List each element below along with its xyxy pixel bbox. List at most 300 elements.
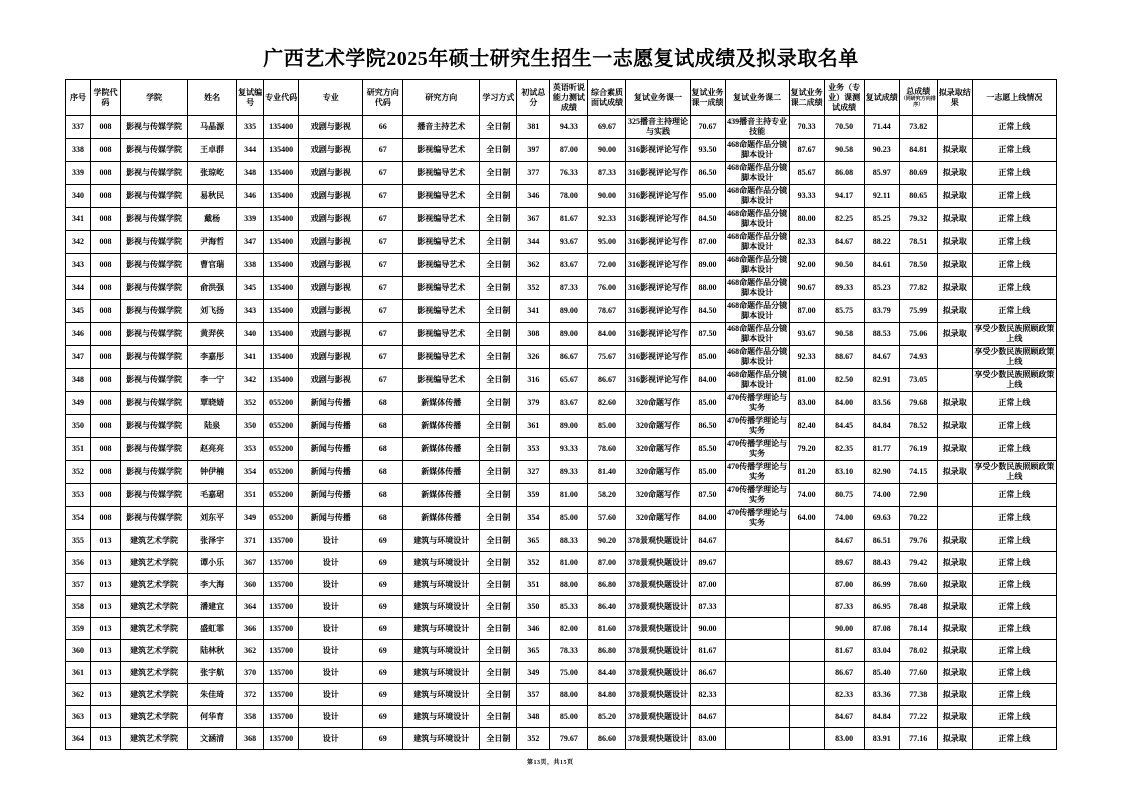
table-cell: 毛嘉珺 (188, 484, 237, 507)
table-row (66, 392, 1057, 415)
table-cell: 新闻与传播 (299, 392, 363, 415)
table-cell: 351 (237, 484, 264, 507)
table-cell: 新媒体传播 (403, 438, 480, 461)
table-cell: 74.00 (789, 484, 824, 507)
table-cell: 马晶源 (188, 116, 237, 139)
table-cell: 全日制 (480, 415, 517, 438)
table-cell: 008 (91, 208, 121, 231)
table-cell: 刘东平 (188, 507, 237, 530)
table-cell: 326 (517, 346, 550, 369)
table-cell: 055200 (264, 415, 299, 438)
table-cell: 戏剧与影视 (299, 116, 363, 139)
table-cell: 新闻与传播 (299, 438, 363, 461)
table-cell: 78.67 (588, 300, 626, 323)
table-cell: 350 (517, 596, 550, 618)
table-cell: 470传播学理论与实务 (725, 415, 789, 438)
table-cell: 建筑艺术学院 (121, 574, 188, 596)
table-cell: 戏剧与影视 (299, 346, 363, 369)
table-cell: 81.77 (864, 438, 899, 461)
table-cell: 82.40 (789, 415, 824, 438)
table-cell: 90.00 (824, 618, 864, 640)
table-cell: 俞洪强 (188, 277, 237, 300)
table-cell: 73.05 (899, 369, 937, 392)
table-cell: 正常上线 (972, 484, 1056, 507)
table-cell: 135400 (264, 162, 299, 185)
table-cell (725, 706, 789, 728)
table-cell: 468命题作品分镜脚本设计 (725, 300, 789, 323)
table-row (66, 507, 1057, 530)
table-cell: 建筑艺术学院 (121, 530, 188, 552)
table-cell: 全日制 (480, 438, 517, 461)
table-cell: 88.43 (864, 552, 899, 574)
table-cell: 69 (363, 618, 403, 640)
table-cell: 82.33 (824, 684, 864, 706)
table-cell: 468命题作品分镜脚本设计 (725, 185, 789, 208)
table-cell: 353 (237, 438, 264, 461)
table-cell: 94.17 (824, 185, 864, 208)
table-cell: 谭小乐 (188, 552, 237, 574)
table-cell: 359 (517, 484, 550, 507)
table-cell: 85.00 (550, 507, 588, 530)
column-header: 研究方向 (403, 80, 480, 116)
table-cell: 影视与传媒学院 (121, 392, 188, 415)
table-cell: 135700 (264, 552, 299, 574)
table-cell: 90.58 (824, 323, 864, 346)
table-cell: 82.35 (824, 438, 864, 461)
table-cell (789, 618, 824, 640)
table-cell: 340 (237, 323, 264, 346)
table-cell: 84.00 (690, 369, 725, 392)
table-cell: 正常上线 (972, 277, 1056, 300)
table-cell: 350 (237, 415, 264, 438)
table-cell: 67 (363, 185, 403, 208)
table-cell: 影视与传媒学院 (121, 438, 188, 461)
table-cell: 316影视评论写作 (626, 185, 690, 208)
table-cell: 全日制 (480, 618, 517, 640)
table-cell: 影视与传媒学院 (121, 116, 188, 139)
table-cell (789, 552, 824, 574)
table-cell: 397 (517, 139, 550, 162)
table-cell: 470传播学理论与实务 (725, 392, 789, 415)
table-cell: 77.60 (899, 662, 937, 684)
table-cell: 351 (517, 574, 550, 596)
table-cell: 钟伊楠 (188, 461, 237, 484)
table-cell: 83.04 (864, 640, 899, 662)
table-cell: 135700 (264, 662, 299, 684)
table-cell: 86.99 (864, 574, 899, 596)
column-header: 序号 (66, 80, 91, 116)
table-cell: 建筑艺术学院 (121, 618, 188, 640)
column-header-subtext: （同研究方向排序） (900, 97, 936, 108)
table-cell: 拟录取 (937, 277, 972, 300)
table-cell: 78.50 (899, 254, 937, 277)
table-header (66, 80, 1057, 116)
table-cell: 366 (237, 618, 264, 640)
column-header: 学习方式 (480, 80, 517, 116)
table-cell: 013 (91, 706, 121, 728)
table-cell: 008 (91, 300, 121, 323)
table-cell: 68 (363, 415, 403, 438)
table-row (66, 552, 1057, 574)
table-cell: 75.06 (899, 323, 937, 346)
table-row (66, 208, 1057, 231)
table-cell: 影视与传媒学院 (121, 231, 188, 254)
table-cell (789, 684, 824, 706)
table-cell: 361 (517, 415, 550, 438)
table-cell: 78.52 (899, 415, 937, 438)
table-cell: 黄羿侠 (188, 323, 237, 346)
table-cell: 316影视评论写作 (626, 300, 690, 323)
table-cell: 86.95 (864, 596, 899, 618)
table-cell: 008 (91, 277, 121, 300)
table-cell: 365 (517, 640, 550, 662)
table-cell: 全日制 (480, 254, 517, 277)
table-cell: 364 (237, 596, 264, 618)
table-row (66, 162, 1057, 185)
table-cell: 87.33 (588, 162, 626, 185)
column-header: 复试成绩 (864, 80, 899, 116)
table-cell: 67 (363, 139, 403, 162)
table-row (66, 277, 1057, 300)
table-cell: 84.00 (690, 507, 725, 530)
table-cell (725, 662, 789, 684)
table-cell: 75.00 (550, 662, 588, 684)
table-cell: 86.67 (550, 346, 588, 369)
table-cell: 357 (66, 574, 91, 596)
table-cell: 67 (363, 208, 403, 231)
table-cell: 戏剧与影视 (299, 208, 363, 231)
table-cell: 90.00 (588, 185, 626, 208)
table-cell: 66 (363, 116, 403, 139)
table-cell: 468命题作品分镜脚本设计 (725, 369, 789, 392)
table-cell: 353 (517, 438, 550, 461)
table-cell: 135400 (264, 208, 299, 231)
table-cell: 58.20 (588, 484, 626, 507)
column-header: 复试业务课二成绩 (789, 80, 824, 116)
table-cell: 346 (517, 618, 550, 640)
table-cell: 设计 (299, 662, 363, 684)
table-cell: 78.48 (899, 596, 937, 618)
table-cell: 135400 (264, 369, 299, 392)
table-cell: 文涵清 (188, 728, 237, 750)
table-cell: 84.00 (824, 392, 864, 415)
table-cell: 建筑与环境设计 (403, 552, 480, 574)
table-cell: 81.67 (824, 640, 864, 662)
table-cell: 316影视评论写作 (626, 369, 690, 392)
table-body (66, 116, 1057, 750)
table-cell: 008 (91, 484, 121, 507)
table-cell: 358 (66, 596, 91, 618)
table-cell: 刘飞扬 (188, 300, 237, 323)
table-row (66, 323, 1057, 346)
table-cell: 拟录取 (937, 574, 972, 596)
table-cell: 84.84 (864, 706, 899, 728)
table-cell: 曹官瑞 (188, 254, 237, 277)
table-cell: 正常上线 (972, 116, 1056, 139)
table-cell: 86.67 (690, 662, 725, 684)
table-cell: 拟录取 (937, 254, 972, 277)
table-cell: 影视与传媒学院 (121, 277, 188, 300)
table-cell: 83.00 (690, 728, 725, 750)
table-cell: 308 (517, 323, 550, 346)
table-cell: 全日制 (480, 231, 517, 254)
table-cell: 全日制 (480, 530, 517, 552)
table-cell: 正常上线 (972, 706, 1056, 728)
table-cell: 378景观快题设计 (626, 596, 690, 618)
table-cell: 正常上线 (972, 415, 1056, 438)
table-cell: 全日制 (480, 706, 517, 728)
table-cell: 建筑艺术学院 (121, 662, 188, 684)
results-table (65, 79, 1057, 750)
table-row (66, 461, 1057, 484)
table-row (66, 438, 1057, 461)
table-cell: 93.67 (550, 231, 588, 254)
table-row (66, 185, 1057, 208)
table-cell: 65.67 (550, 369, 588, 392)
table-cell: 建筑与环境设计 (403, 662, 480, 684)
table-cell: 74.15 (899, 461, 937, 484)
table-cell: 352 (66, 461, 91, 484)
table-cell: 85.00 (690, 346, 725, 369)
table-cell: 135400 (264, 116, 299, 139)
table-cell: 84.67 (690, 530, 725, 552)
table-cell: 79.67 (550, 728, 588, 750)
table-cell: 94.33 (550, 116, 588, 139)
table-cell: 84.67 (824, 706, 864, 728)
table-cell: 建筑艺术学院 (121, 640, 188, 662)
column-header: 学院代码 (91, 80, 121, 116)
table-cell: 李嘉彤 (188, 346, 237, 369)
table-cell: 新闻与传播 (299, 415, 363, 438)
table-cell: 346 (237, 185, 264, 208)
table-cell: 439播音主持专业技能 (725, 116, 789, 139)
table-cell: 055200 (264, 461, 299, 484)
table-cell: 全日制 (480, 139, 517, 162)
table-cell: 正常上线 (972, 640, 1056, 662)
table-cell: 87.00 (588, 552, 626, 574)
table-cell: 359 (66, 618, 91, 640)
table-cell (789, 530, 824, 552)
table-cell: 81.20 (789, 461, 824, 484)
table-cell: 378景观快题设计 (626, 728, 690, 750)
table-cell: 正常上线 (972, 728, 1056, 750)
table-row (66, 706, 1057, 728)
table-cell: 建筑与环境设计 (403, 706, 480, 728)
table-cell: 88.00 (550, 684, 588, 706)
table-cell: 设计 (299, 530, 363, 552)
table-cell: 90.00 (588, 139, 626, 162)
table-cell: 78.02 (899, 640, 937, 662)
table-cell: 全日制 (480, 208, 517, 231)
table-cell: 363 (66, 706, 91, 728)
table-cell: 85.25 (864, 208, 899, 231)
table-cell: 建筑与环境设计 (403, 728, 480, 750)
table-cell: 381 (517, 116, 550, 139)
table-cell: 347 (66, 346, 91, 369)
table-cell: 87.08 (864, 618, 899, 640)
table-cell: 135700 (264, 728, 299, 750)
table-cell: 316影视评论写作 (626, 208, 690, 231)
table-cell: 69 (363, 728, 403, 750)
table-cell: 135700 (264, 706, 299, 728)
table-cell: 90.67 (789, 277, 824, 300)
table-cell: 350 (66, 415, 91, 438)
table-cell: 83.00 (824, 728, 864, 750)
table-cell: 设计 (299, 684, 363, 706)
table-cell: 468命题作品分镜脚本设计 (725, 277, 789, 300)
table-cell: 74.00 (824, 507, 864, 530)
table-cell: 362 (237, 640, 264, 662)
table-cell: 008 (91, 162, 121, 185)
table-cell: 建筑与环境设计 (403, 684, 480, 706)
table-cell: 95.00 (588, 231, 626, 254)
table-cell: 69 (363, 530, 403, 552)
table-cell: 设计 (299, 706, 363, 728)
table-cell: 戏剧与影视 (299, 300, 363, 323)
table-cell (789, 662, 824, 684)
table-cell: 影视与传媒学院 (121, 139, 188, 162)
table-cell: 全日制 (480, 640, 517, 662)
table-cell: 84.81 (899, 139, 937, 162)
table-cell: 344 (517, 231, 550, 254)
table-cell: 85.00 (690, 461, 725, 484)
table-cell: 78.00 (550, 185, 588, 208)
table-cell: 正常上线 (972, 618, 1056, 640)
table-row (66, 530, 1057, 552)
table-cell: 83.36 (864, 684, 899, 706)
table-cell: 339 (237, 208, 264, 231)
table-cell: 346 (517, 185, 550, 208)
table-cell: 享受少数民族照顾政策上线 (972, 346, 1056, 369)
table-cell: 正常上线 (972, 254, 1056, 277)
table-cell: 新闻与传播 (299, 507, 363, 530)
table-row (66, 300, 1057, 323)
column-header: 初试总分 (517, 80, 550, 116)
table-cell: 正常上线 (972, 552, 1056, 574)
table-row (66, 369, 1057, 392)
table-cell: 建筑艺术学院 (121, 596, 188, 618)
table-cell: 正常上线 (972, 507, 1056, 530)
table-cell: 85.97 (864, 162, 899, 185)
table-cell: 84.80 (588, 684, 626, 706)
table-cell: 81.00 (550, 484, 588, 507)
table-cell: 88.53 (864, 323, 899, 346)
table-cell (725, 574, 789, 596)
table-cell: 135700 (264, 684, 299, 706)
table-cell: 影视编导艺术 (403, 346, 480, 369)
table-cell: 78.60 (899, 574, 937, 596)
table-cell: 86.08 (824, 162, 864, 185)
table-cell (789, 640, 824, 662)
table-cell: 全日制 (480, 116, 517, 139)
table-cell: 68 (363, 484, 403, 507)
table-cell: 79.76 (899, 530, 937, 552)
table-cell: 84.50 (690, 300, 725, 323)
table-cell: 86.50 (690, 415, 725, 438)
table-cell: 008 (91, 254, 121, 277)
table-cell: 348 (237, 162, 264, 185)
table-cell: 320命题写作 (626, 415, 690, 438)
table-cell: 69 (363, 662, 403, 684)
table-cell: 建筑与环境设计 (403, 618, 480, 640)
table-cell: 344 (237, 139, 264, 162)
table-cell: 张泽宇 (188, 530, 237, 552)
table-cell: 拟录取 (937, 231, 972, 254)
table-cell: 82.33 (690, 684, 725, 706)
table-cell: 90.23 (864, 139, 899, 162)
table-cell: 135400 (264, 323, 299, 346)
table-cell: 83.67 (550, 392, 588, 415)
table-cell: 347 (237, 231, 264, 254)
table-cell: 影视与传媒学院 (121, 185, 188, 208)
table-cell: 89.67 (824, 552, 864, 574)
table-cell: 013 (91, 728, 121, 750)
table-cell: 88.33 (550, 530, 588, 552)
table-cell: 新媒体传播 (403, 484, 480, 507)
table-cell: 89.00 (550, 415, 588, 438)
table-cell: 89.00 (550, 300, 588, 323)
table-cell: 拟录取 (937, 530, 972, 552)
table-cell: 播音主持艺术 (403, 116, 480, 139)
table-cell: 设计 (299, 728, 363, 750)
table-cell: 影视编导艺术 (403, 254, 480, 277)
table-cell: 享受少数民族照顾政策上线 (972, 323, 1056, 346)
column-header: 复试业务课二 (725, 80, 789, 116)
table-cell: 320命题写作 (626, 392, 690, 415)
table-cell: 364 (66, 728, 91, 750)
table-cell: 349 (66, 392, 91, 415)
table-cell: 全日制 (480, 185, 517, 208)
table-cell: 013 (91, 596, 121, 618)
table-cell: 367 (517, 208, 550, 231)
table-cell: 影视编导艺术 (403, 231, 480, 254)
table-cell: 135700 (264, 574, 299, 596)
table-cell: 77.16 (899, 728, 937, 750)
table-cell: 358 (237, 706, 264, 728)
table-row (66, 574, 1057, 596)
table-cell (725, 618, 789, 640)
table-cell: 正常上线 (972, 185, 1056, 208)
table-cell: 337 (66, 116, 91, 139)
table-cell: 87.00 (789, 300, 824, 323)
table-cell: 72.00 (588, 254, 626, 277)
table-cell: 349 (237, 507, 264, 530)
column-header: 专业 (299, 80, 363, 116)
table-cell: 全日制 (480, 346, 517, 369)
table-cell: 82.90 (864, 461, 899, 484)
table-cell: 468命题作品分镜脚本设计 (725, 162, 789, 185)
table-cell: 82.25 (824, 208, 864, 231)
table-cell: 008 (91, 139, 121, 162)
table-cell: 80.69 (899, 162, 937, 185)
table-cell: 320命题写作 (626, 461, 690, 484)
table-cell: 85.23 (864, 277, 899, 300)
table-cell: 84.50 (690, 208, 725, 231)
table-cell: 拟录取 (937, 640, 972, 662)
table-cell: 影视与传媒学院 (121, 346, 188, 369)
table-cell: 008 (91, 116, 121, 139)
table-cell: 拟录取 (937, 139, 972, 162)
table-cell: 377 (517, 162, 550, 185)
table-cell (725, 596, 789, 618)
table-cell: 360 (66, 640, 91, 662)
table-cell: 69 (363, 684, 403, 706)
table-cell: 316影视评论写作 (626, 254, 690, 277)
table-cell: 008 (91, 392, 121, 415)
table-cell: 84.61 (864, 254, 899, 277)
table-cell: 013 (91, 574, 121, 596)
table-cell: 新媒体传播 (403, 507, 480, 530)
